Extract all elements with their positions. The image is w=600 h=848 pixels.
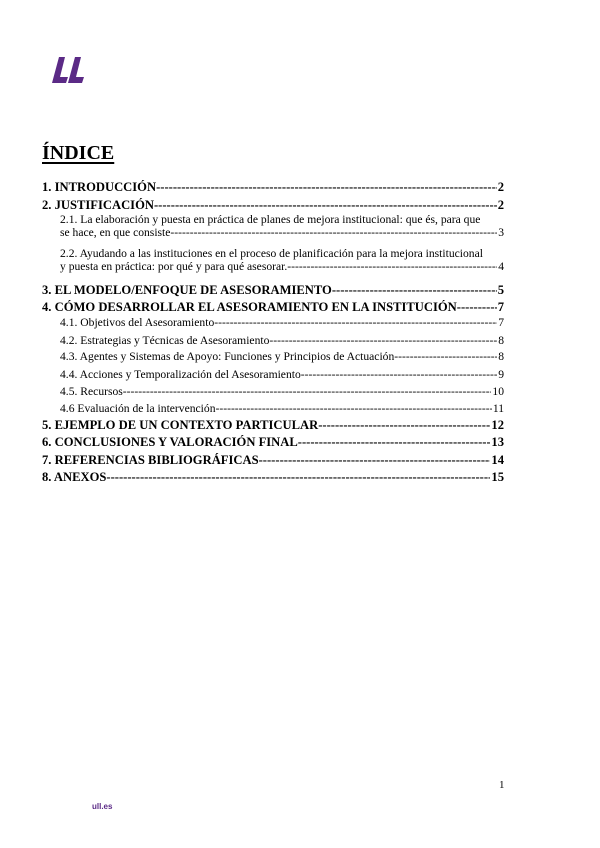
dot-leader bbox=[298, 435, 491, 450]
toc-entry[interactable] bbox=[42, 300, 504, 315]
toc-entry[interactable] bbox=[42, 334, 504, 347]
toc-entry-text: 1. INTRODUCCIÓN bbox=[42, 180, 157, 194]
dot-leader bbox=[318, 418, 490, 433]
toc-page-number: 4 bbox=[498, 260, 504, 273]
dot-leader bbox=[154, 198, 497, 213]
toc-entry-text: 7. REFERENCIAS BIBLIOGRÁFICAS bbox=[42, 453, 259, 467]
toc-entry[interactable] bbox=[42, 350, 504, 363]
toc-page-number: 3 bbox=[498, 226, 504, 239]
toc-entry[interactable] bbox=[42, 435, 504, 450]
toc-entry[interactable] bbox=[42, 385, 504, 398]
footer-url: ull.es bbox=[92, 802, 113, 811]
toc-entry[interactable] bbox=[42, 180, 504, 195]
toc-entry-text: 2.2. Ayudando a las instituciones en el proceso de planificación para la mejora institucional bbox=[60, 247, 483, 260]
toc-entry[interactable] bbox=[42, 453, 504, 468]
toc-entry-text: 4.6 Evaluación de la intervención bbox=[60, 402, 216, 415]
toc-entry[interactable] bbox=[42, 316, 504, 329]
toc-page-number: 2 bbox=[497, 197, 504, 212]
dot-leader bbox=[106, 470, 490, 485]
page-number: 1 bbox=[499, 779, 505, 791]
toc-entry[interactable] bbox=[42, 368, 504, 381]
toc-entry-text: 3. EL MODELO/ENFOQUE DE ASESORAMIENTO bbox=[42, 283, 332, 297]
toc-entry-text: 4.3. Agentes y Sistemas de Apoyo: Funciones y Principios de Actuación bbox=[60, 350, 395, 363]
dot-leader bbox=[457, 300, 497, 315]
toc-page-number: 9 bbox=[498, 368, 504, 381]
toc-entry[interactable] bbox=[42, 283, 504, 298]
toc-entry-text: 5. EJEMPLO DE UN CONTEXTO PARTICULAR bbox=[42, 417, 319, 432]
toc-page-number: 2 bbox=[497, 180, 504, 194]
toc-page-number: 15 bbox=[491, 470, 504, 484]
toc-entry-text: 2. JUSTIFICACIÓN bbox=[42, 197, 154, 212]
toc-page-number: 12 bbox=[491, 417, 504, 432]
toc-entry-text: se hace, en que consiste bbox=[60, 226, 171, 239]
dot-leader bbox=[214, 316, 497, 329]
toc-entry-text: 6. CONCLUSIONES Y VALORACIÓN FINAL bbox=[42, 435, 298, 449]
toc-entry-text: 4.5. Recursos bbox=[60, 385, 123, 398]
dot-leader bbox=[216, 402, 492, 415]
toc-entry[interactable] bbox=[42, 198, 504, 213]
dot-leader bbox=[123, 385, 492, 398]
dot-leader bbox=[332, 283, 497, 298]
dot-leader bbox=[259, 453, 491, 468]
toc-entry-text: 2.1. La elaboración y puesta en práctica de planes de mejora institucional: que és, para que bbox=[60, 213, 481, 226]
toc-page-number: 7 bbox=[497, 300, 504, 314]
toc-entry[interactable] bbox=[42, 470, 504, 485]
toc-page-number: 7 bbox=[498, 316, 504, 329]
toc-entry-text: y puesta en práctica: por qué y para qué asesorar. bbox=[60, 260, 288, 273]
toc-page-number: 8 bbox=[498, 350, 504, 363]
dot-leader bbox=[287, 260, 497, 273]
page-title: ÍNDICE bbox=[42, 142, 115, 164]
toc-entry-text: 4.1. Objetivos del Asesoramiento bbox=[60, 316, 215, 329]
toc-entry-text: 8. ANEXOS bbox=[42, 470, 107, 484]
toc-page-number: 11 bbox=[492, 402, 504, 415]
toc-entry-text: 4.4. Acciones y Temporalización del Asesoramiento bbox=[60, 368, 301, 381]
ull-logo-icon bbox=[50, 55, 88, 85]
toc-entry[interactable] bbox=[42, 247, 504, 273]
dot-leader bbox=[394, 350, 497, 363]
toc-page-number: 13 bbox=[491, 435, 504, 449]
dot-leader bbox=[301, 368, 497, 381]
toc-entry-text: 4. CÓMO DESARROLLAR EL ASESORAMIENTO EN LA INSTITUCIÓN bbox=[42, 300, 457, 314]
toc-page-number: 8 bbox=[498, 333, 504, 347]
toc-entry[interactable] bbox=[42, 418, 504, 433]
toc-page-number: 14 bbox=[491, 453, 504, 467]
toc-entry-text: 4.2. Estrategias y Técnicas de Asesoramiento bbox=[60, 333, 270, 347]
dot-leader bbox=[170, 226, 497, 239]
toc-page-number: 10 bbox=[492, 385, 504, 398]
toc-entry[interactable] bbox=[42, 402, 504, 415]
toc-page-number: 5 bbox=[497, 283, 504, 297]
dot-leader bbox=[156, 180, 497, 195]
dot-leader bbox=[269, 334, 497, 347]
toc-entry[interactable] bbox=[42, 213, 504, 239]
